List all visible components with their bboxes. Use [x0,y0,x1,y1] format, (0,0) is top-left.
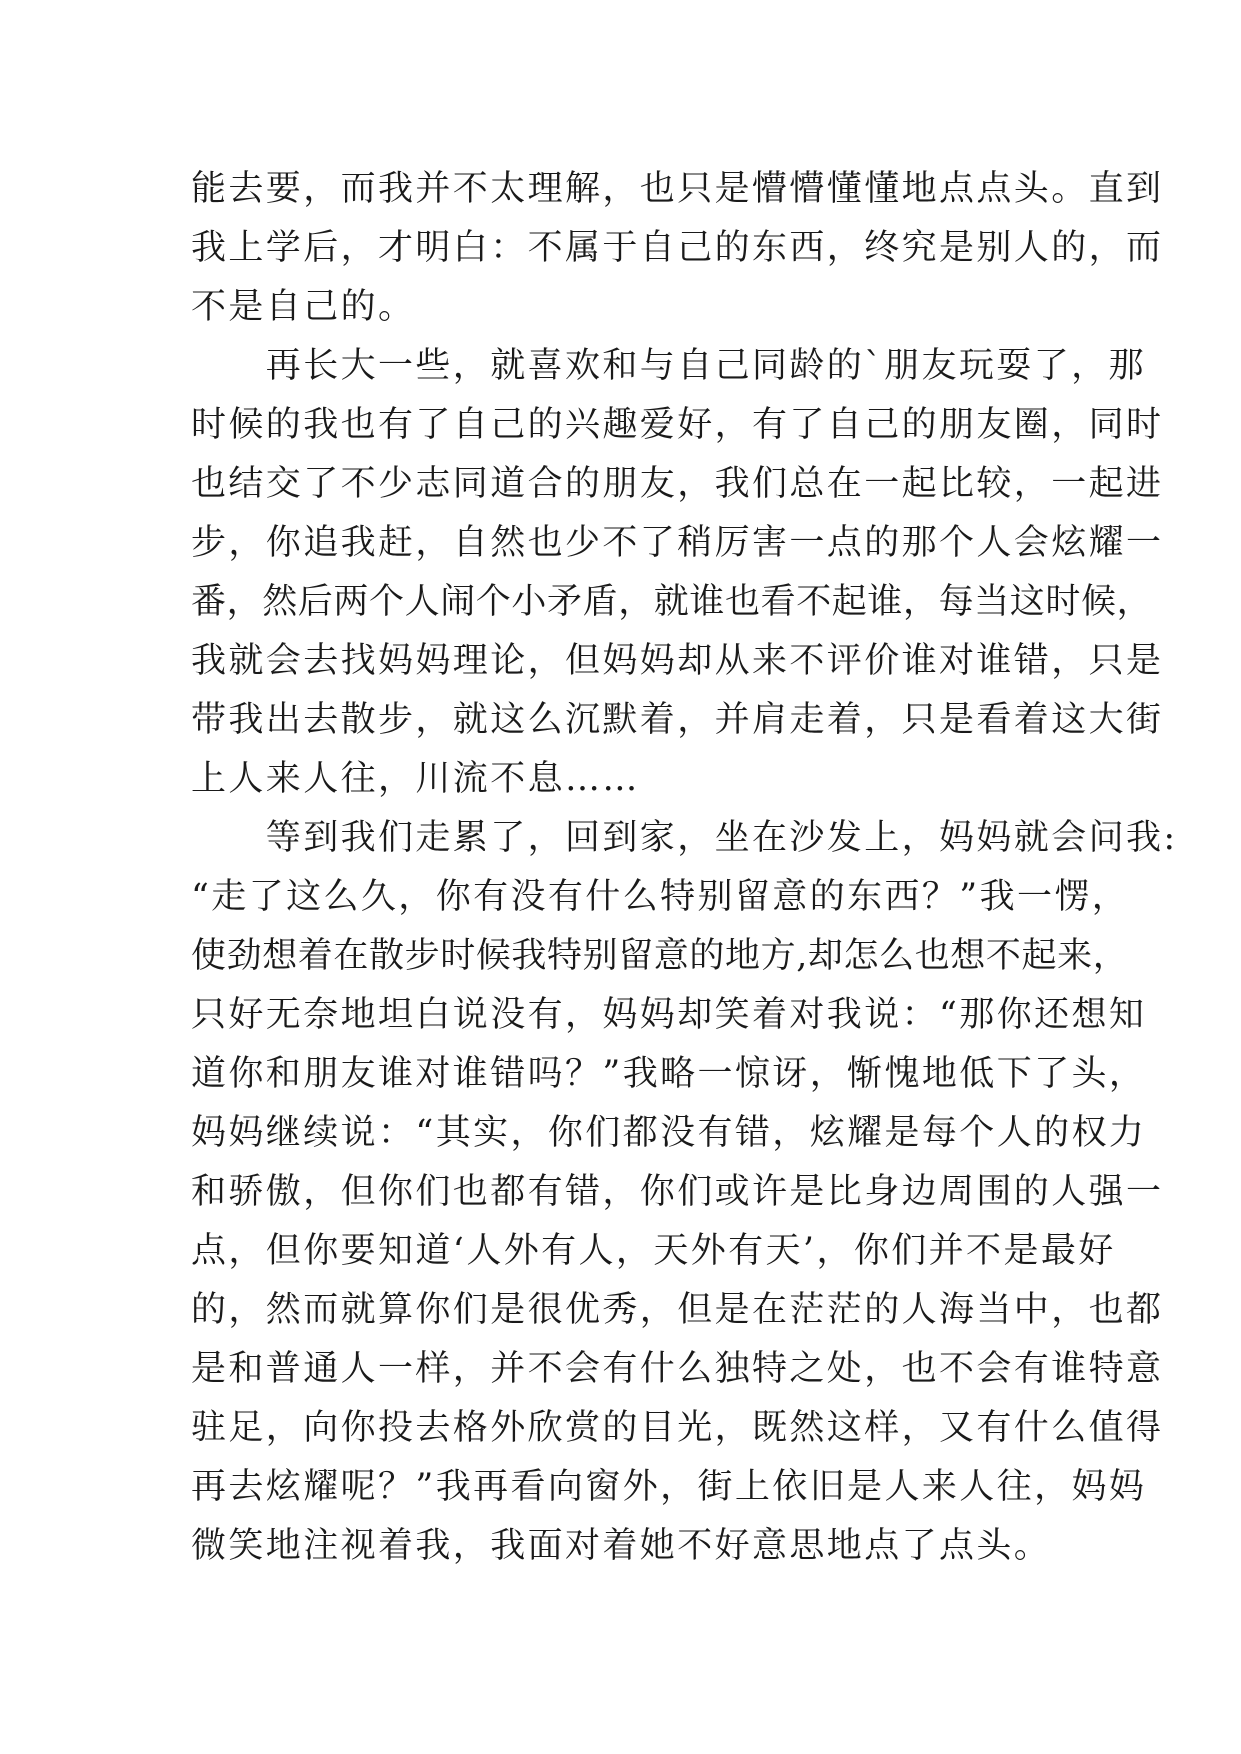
text-line: 只好无奈地坦白说没有，妈妈却笑着对我说：“那你还想知 [191,995,1147,1035]
text-line: 再去炫耀呢？”我再看向窗外，街上依旧是人来人往，妈妈 [191,1467,1147,1507]
text-line: 我就会去找妈妈理论，但妈妈却从来不评价谁对谁错，只是 [191,641,1164,681]
text-line: 等到我们走累了，回到家，坐在沙发上，妈妈就会问我: [191,818,1178,858]
text-line: 和骄傲，但你们也都有错，你们或许是比身边周围的人强一 [191,1172,1164,1212]
text-line: 微笑地注视着我，我面对着她不好意思地点了点头。 [191,1526,1052,1566]
text-line: 再长大一些，就喜欢和与自己同龄的`朋友玩耍了，那 [191,346,1146,386]
body-text [191,160,1178,1576]
text-line: 上人来人往，川流不息…… [191,759,640,799]
text-line: 点，但你要知道‘人外有人，天外有天’，你们并不是最好 [191,1231,1116,1271]
text-line: 番，然后两个人闹个小矛盾，就谁也看不起谁，每当这时候， [191,582,1153,622]
text-line: 带我出去散步，就这么沉默着，并肩走着，只是看着这大街 [191,700,1164,740]
text-line: 妈妈继续说：“其实，你们都没有错，炫耀是每个人的权力 [191,1113,1147,1153]
text-line: 不是自己的。 [191,287,416,327]
text-line: 能去要，而我并不太理解，也只是懵懵懂懂地点点头。直到 [191,169,1164,209]
text-line: 驻足，向你投去格外欣赏的目光，既然这样，又有什么值得 [191,1408,1164,1448]
text-line: 是和普通人一样，并不会有什么独特之处，也不会有谁特意 [191,1349,1164,1389]
text-line: 使劲想着在散步时候我特别留意的地方,却怎么也想不起来， [191,936,1129,976]
text-line: 也结交了不少志同道合的朋友，我们总在一起比较，一起进 [191,464,1164,504]
text-line: 时候的我也有了自己的兴趣爱好，有了自己的朋友圈，同时 [191,405,1164,445]
text-line: 我上学后，才明白：不属于自己的东西，终究是别人的，而 [191,228,1164,268]
text-line: 道你和朋友谁对谁错吗？”我略一惊讶，惭愧地低下了头， [191,1054,1147,1094]
text-line: 步，你追我赶，自然也少不了稍厉害一点的那个人会炫耀一 [191,523,1164,563]
text-line: 的，然而就算你们是很优秀，但是在茫茫的人海当中，也都 [191,1290,1164,1330]
text-line: “走了这么久，你有没有什么特别留意的东西？”我一愣， [191,877,1130,917]
